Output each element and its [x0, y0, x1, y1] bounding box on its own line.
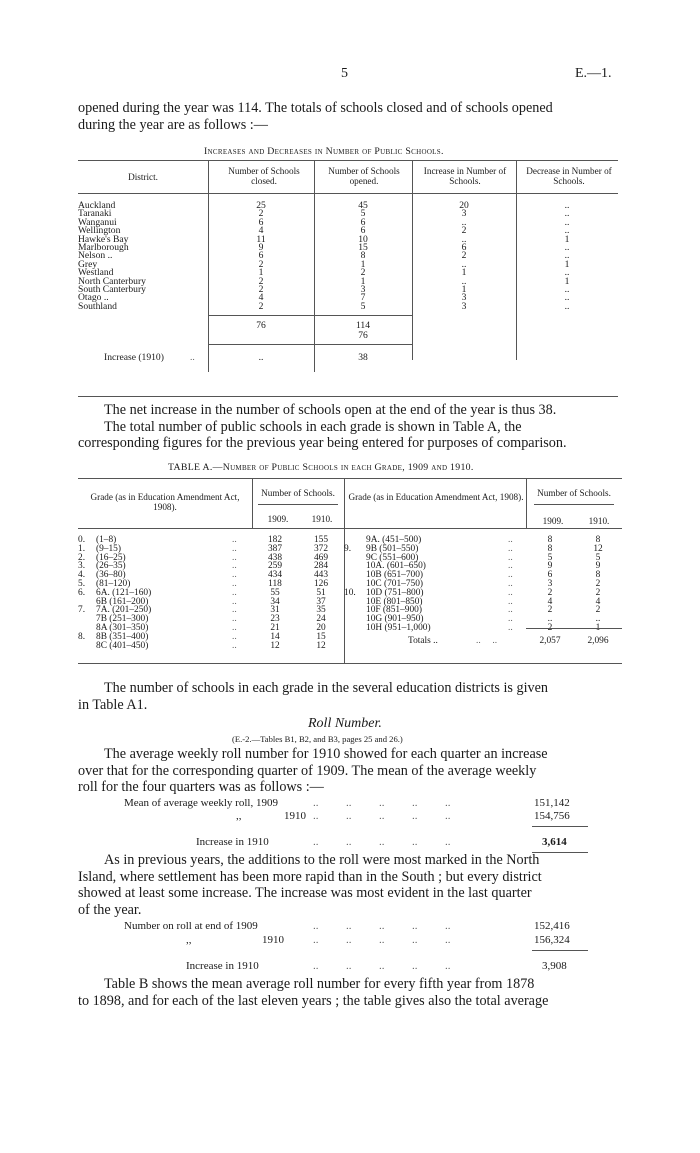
table1-header-closed: Number of Schools closed.: [228, 166, 300, 186]
decrease-cell: ..: [564, 300, 570, 312]
leader-dots: ..: [508, 535, 513, 545]
grade-range-cell: 10A. (601–650): [366, 561, 426, 572]
roll-end-increase-label: Increase in 1910: [186, 960, 259, 972]
count-1910-cell: 37: [316, 596, 326, 607]
roll-increase-label: Increase in 1910: [196, 836, 269, 848]
roll-end-1910-value: 156,324: [534, 934, 570, 946]
leader-dots: ..: [508, 596, 513, 607]
opened-cell: 5: [360, 300, 366, 312]
count-1909-cell: 118: [268, 578, 282, 589]
count-1909-cell: 3: [547, 578, 553, 589]
table-row: [78, 269, 618, 277]
increase-cell: ..: [461, 233, 467, 245]
tableA-right-grade-header: Grade (as in Education Amendment Act, 1908).: [348, 492, 524, 502]
net-increase-paragraph: [78, 402, 638, 452]
grade-line-2: in Table A1.: [78, 696, 148, 713]
grade-number-cell: [344, 606, 366, 615]
tableA-right-num-header: Number of Schools.: [537, 488, 611, 498]
count-1909-cell: 31: [270, 605, 280, 616]
count-1910-cell: ..: [595, 614, 601, 625]
count-1909-cell: 434: [267, 570, 283, 581]
grade-number-cell: 10.: [344, 587, 356, 598]
closed-cell: 25: [256, 200, 266, 211]
count-1909-cell: 438: [267, 552, 283, 563]
grade-number-cell: [344, 562, 366, 571]
tableB-line-1: Table B shows the mean average roll number for every fifth year from 1878: [104, 976, 535, 992]
increase-cell: 6: [461, 242, 467, 254]
table1-header-decrease: Decrease in Number of Schools.: [526, 166, 612, 186]
district-cell: Grey: [78, 258, 98, 270]
tableA-right-year-1909: 1909.: [542, 516, 564, 526]
leader-dots: ..: [508, 587, 513, 598]
count-1910-cell: 9: [595, 561, 601, 572]
roll-mean-1909-label: Mean of average weekly roll, 1909: [124, 797, 278, 809]
grade-number-cell: [78, 642, 96, 651]
decrease-cell: ..: [564, 242, 570, 254]
leader-dots: ..: [232, 614, 237, 625]
opened-cell: 8: [360, 250, 366, 262]
table-row: [78, 252, 618, 260]
grade-range-cell: 10F (851–900): [366, 605, 422, 616]
tableA-left-grade-header: Grade (as in Education Amendment Act, 1908).: [90, 492, 240, 512]
table-row: [78, 244, 618, 252]
roll-reference: (E.-2.—Tables B1, B2, and B3, pages 25 and 26.): [232, 734, 403, 744]
roll-end-1909-dots: .. .. .. .. ..: [313, 920, 451, 932]
grade-number-cell: [344, 598, 366, 607]
count-1910-cell: 8: [595, 570, 601, 581]
grade-number-cell: 2.: [78, 552, 86, 563]
count-1910-cell: 1: [595, 622, 601, 633]
count-1909-cell: 14: [270, 631, 280, 642]
closed-cell: 1: [258, 267, 264, 279]
table-row: [78, 210, 618, 218]
roll-heading: Roll Number.: [308, 716, 382, 731]
opened-cell: 5: [360, 208, 366, 220]
table1-header-opened: Number of Schools opened.: [328, 166, 400, 186]
document-code: E.—1.: [575, 66, 612, 81]
district-cell: Wanganui: [78, 216, 117, 228]
count-1910-cell: 469: [313, 552, 329, 563]
tableA-left-year-1909: 1909.: [267, 514, 289, 524]
grade-paragraph: [78, 680, 638, 713]
grade-range-cell: 8B (351–400): [96, 631, 149, 642]
district-cell: South Canterbury: [78, 284, 146, 296]
grade-range-cell: 10G (901–950): [366, 614, 424, 625]
prev-line-1: As in previous years, the additions to the roll were most marked in the North: [104, 852, 540, 868]
count-1909-cell: 55: [270, 587, 280, 598]
leader-dots: ..: [508, 605, 513, 616]
increase-cell: 3: [461, 300, 467, 312]
grade-number-cell: [344, 571, 366, 580]
tableA-total-1909: 2,057: [539, 636, 561, 646]
decrease-cell: ..: [564, 267, 570, 279]
roll-end-1909-value: 152,416: [534, 920, 570, 932]
count-1909-cell: 21: [270, 622, 280, 633]
opened-cell: 3: [360, 284, 366, 296]
increase-cell: 20: [459, 200, 469, 211]
count-1910-cell: 51: [316, 587, 326, 598]
table-row: [78, 202, 618, 210]
roll-increase-dots: .. .. .. .. ..: [313, 836, 451, 848]
count-1909-cell: 2: [547, 622, 553, 633]
leader-dots: ..: [508, 570, 513, 581]
table1-body: [78, 202, 618, 311]
grade-range-cell: 8A (301–350): [96, 622, 149, 633]
tableA-totals-label: Totals ..: [408, 636, 438, 646]
grade-line-1: The number of schools in each grade in the several education districts is given: [104, 680, 549, 696]
count-1909-cell: 2: [547, 587, 553, 598]
closed-cell: 2: [258, 275, 264, 287]
count-1910-cell: 8: [595, 535, 601, 545]
count-1910-cell: 20: [316, 622, 326, 633]
count-1909-cell: 9: [547, 561, 553, 572]
grade-range-cell: (36–80): [96, 570, 126, 581]
district-cell: Westland: [78, 267, 114, 279]
decrease-cell: ..: [564, 208, 570, 220]
table1-total-opened-less: 76: [358, 330, 368, 341]
count-1910-cell: 12: [316, 640, 326, 651]
count-1910-cell: 155: [313, 535, 329, 545]
net-line-1: The net increase in the number of schools open at the end of the year is thus 38.: [104, 402, 557, 418]
prev-line-3: showed at least some increase. The increase was most evident in the last quarter: [78, 885, 532, 902]
decrease-cell: 1: [564, 258, 570, 270]
count-1909-cell: 8: [547, 543, 553, 554]
increase-cell: 2: [461, 225, 467, 237]
table1-header-increase: Increase in Number of Schools.: [423, 166, 507, 186]
leader-dots: ..: [508, 622, 513, 633]
roll-end-1909-label: Number on roll at end of 1909: [124, 920, 258, 932]
closed-cell: 2: [258, 258, 264, 270]
table-row: [78, 303, 618, 311]
leader-dots: ..: [508, 561, 513, 572]
leader-dots: ..: [232, 622, 237, 633]
closed-cell: 2: [258, 300, 264, 312]
leader-dots: ..: [232, 535, 237, 545]
closed-cell: 2: [258, 208, 264, 220]
grade-range-cell: (26–35): [96, 561, 126, 572]
roll-mean-1910-dots: .. .. .. .. ..: [313, 810, 451, 822]
roll-line-1: The average weekly roll number for 1910 showed for each quarter an increase: [104, 746, 548, 762]
decrease-cell: ..: [564, 200, 570, 211]
count-1910-cell: 15: [316, 631, 326, 642]
tableB-line-2: to 1898, and for each of the last eleven years ; the table gives also the total average: [78, 992, 549, 1009]
roll-mean-ditto: ,,: [236, 810, 242, 822]
table-row: [78, 278, 618, 286]
closed-cell: 2: [258, 284, 264, 296]
table-row: [78, 227, 618, 235]
grade-number-cell: [344, 554, 366, 563]
leader-dots: ..: [232, 578, 237, 589]
tableA-totals-dots: .. ..: [476, 636, 498, 646]
prev-line-4: of the year.: [78, 901, 142, 918]
table-row: [78, 236, 618, 244]
decrease-cell: 1: [564, 233, 570, 245]
decrease-cell: 1: [564, 275, 570, 287]
opened-cell: 1: [360, 275, 366, 287]
grade-number-cell: 6.: [78, 587, 86, 598]
grade-range-cell: 10C (701–750): [366, 578, 424, 589]
page-number: 5: [341, 66, 348, 81]
table1-total-closed: 76: [256, 320, 266, 331]
roll-line-2: over that for the corresponding quarter of 1909. The mean of the average weekly: [78, 762, 537, 779]
grade-number-cell: 4.: [78, 570, 86, 581]
grade-range-cell: (1–8): [96, 535, 117, 545]
district-cell: North Canterbury: [78, 275, 146, 287]
opened-cell: 2: [360, 267, 366, 279]
grade-range-cell: 10D (751–800): [366, 587, 424, 598]
table-row: [78, 261, 618, 269]
count-1910-cell: 24: [316, 614, 326, 625]
increase-cell: 1: [461, 267, 467, 279]
grade-range-cell: 7A. (201–250): [96, 605, 152, 616]
count-1910-cell: 443: [313, 570, 329, 581]
count-1909-cell: 23: [270, 614, 280, 625]
count-1910-cell: 5: [595, 552, 601, 563]
grade-range-cell: 8C (401–450): [96, 640, 149, 651]
intro-line-1: opened during the year was 114. The totals of schools closed and of schools opened: [78, 100, 553, 116]
district-cell: Hawke's Bay: [78, 233, 129, 245]
roll-mean-1910-value: 154,756: [534, 810, 570, 822]
leader-dots: ..: [508, 543, 513, 554]
tableA-left-body: [78, 536, 344, 650]
leader-dots: ..: [232, 552, 237, 563]
leader-dots: ..: [508, 552, 513, 563]
grade-range-cell: 10H (951–1,000): [366, 622, 431, 633]
district-cell: Wellington: [78, 225, 121, 237]
district-cell: Marlborough: [78, 242, 129, 254]
grade-number-cell: 0.: [78, 535, 86, 545]
table-row: [78, 294, 618, 302]
grade-number-cell: 8.: [78, 631, 86, 642]
table1-increase-label: Increase (1910): [104, 352, 164, 363]
intro-paragraph: [78, 100, 638, 133]
grade-number-cell: 1.: [78, 543, 86, 554]
count-1910-cell: 35: [316, 605, 326, 616]
grade-number-cell: [344, 624, 366, 633]
leader-dots: ..: [232, 570, 237, 581]
closed-cell: 4: [258, 225, 264, 237]
grade-range-cell: 10E (801–850): [366, 596, 423, 607]
count-1909-cell: 5: [547, 552, 553, 563]
grade-range-cell: (81–120): [96, 578, 131, 589]
leader-dots: ..: [232, 561, 237, 572]
grade-range-cell: 6B (161–200): [96, 596, 149, 607]
increase-cell: ..: [461, 216, 467, 228]
closed-cell: 11: [256, 233, 266, 245]
increase-cell: 3: [461, 208, 467, 220]
roll-end-1910-dots: .. .. .. .. ..: [313, 934, 451, 946]
district-cell: Southland: [78, 300, 117, 312]
leader-dots: ..: [232, 605, 237, 616]
count-1909-cell: 8: [547, 535, 553, 545]
leader-dots: ..: [232, 587, 237, 598]
leader-dots: ..: [232, 596, 237, 607]
count-1910-cell: 284: [313, 561, 329, 572]
table-row: [78, 219, 618, 227]
grade-number-cell: [78, 615, 96, 624]
closed-cell: 6: [258, 250, 264, 262]
count-1910-cell: 12: [593, 543, 603, 554]
increase-cell: 1: [461, 284, 467, 296]
grade-range-cell: (16–25): [96, 552, 126, 563]
tableA-title: TABLE A.—Number of Public Schools in each Grade, 1909 and 1910.: [168, 462, 474, 473]
roll-end-ditto: ,,: [186, 934, 192, 946]
table1-total-opened: 114: [355, 320, 371, 331]
prev-line-2: Island, where settlement has been more rapid than in the South ; but every district: [78, 868, 542, 885]
count-1910-cell: 372: [313, 543, 329, 554]
previous-years-paragraph: [78, 852, 638, 918]
count-1910-cell: 4: [595, 596, 601, 607]
opened-cell: 1: [360, 258, 366, 270]
table1-increase-closed: ..: [258, 352, 264, 363]
tableA-left-num-header: Number of Schools.: [261, 488, 335, 498]
grade-range-cell: 6A. (121–160): [96, 587, 152, 598]
grade-number-cell: [344, 615, 366, 624]
grade-range-cell: 10B (651–700): [366, 570, 424, 581]
leader-dots: ..: [508, 614, 513, 625]
grade-number-cell: 5.: [78, 578, 86, 589]
tableA-total-1910: 2,096: [587, 636, 609, 646]
roll-mean-1909-dots: .. .. .. .. ..: [313, 797, 451, 809]
increase-cell: ..: [461, 275, 467, 287]
closed-cell: 6: [258, 216, 264, 228]
increase-cell: 2: [461, 250, 467, 262]
count-1909-cell: ..: [547, 614, 553, 625]
count-1909-cell: 12: [270, 640, 280, 651]
opened-cell: 6: [360, 216, 366, 228]
count-1909-cell: 6: [547, 570, 553, 581]
grade-range-cell: 9C (551–600): [366, 552, 419, 563]
count-1909-cell: 2: [547, 605, 553, 616]
table1-increase-value: 38: [358, 352, 368, 363]
roll-increase-value: 3,614: [542, 836, 567, 848]
leader-dots: ..: [232, 543, 237, 554]
count-1909-cell: 182: [267, 535, 283, 545]
tableA-right-year-1910: 1910.: [588, 516, 610, 526]
intro-line-2: during the year are as follows :—: [78, 116, 268, 133]
count-1910-cell: 126: [313, 578, 329, 589]
closed-cell: 9: [258, 242, 264, 254]
leader-dots: ..: [508, 578, 513, 589]
leader-dots: ..: [232, 640, 237, 651]
count-1910-cell: 2: [595, 587, 601, 598]
table1-title: Increases and Decreases in Number of Public Schools.: [204, 146, 444, 157]
count-1909-cell: 259: [267, 561, 283, 572]
count-1909-cell: 34: [270, 596, 280, 607]
count-1909-cell: 387: [267, 543, 283, 554]
decrease-cell: ..: [564, 284, 570, 296]
table1: [78, 160, 618, 400]
grade-number-cell: 3.: [78, 561, 86, 572]
decrease-cell: ..: [564, 250, 570, 262]
count-1910-cell: 2: [595, 578, 601, 589]
district-cell: Taranaki: [78, 208, 112, 220]
opened-cell: 7: [360, 292, 366, 304]
count-1909-cell: 4: [547, 596, 553, 607]
grade-range-cell: 9B (501–550): [366, 543, 419, 554]
district-cell: Nelson ..: [78, 250, 113, 262]
table1-increase-label-dots: ..: [190, 352, 195, 363]
decrease-cell: ..: [564, 216, 570, 228]
roll-end-increase-dots: .. .. .. .. ..: [313, 960, 451, 972]
grade-range-cell: (9–15): [96, 543, 121, 554]
opened-cell: 10: [358, 233, 368, 245]
grade-number-cell: 7.: [78, 605, 86, 616]
roll-paragraph: [78, 746, 638, 796]
district-cell: Auckland: [78, 200, 116, 211]
increase-cell: 3: [461, 292, 467, 304]
grade-range-cell: 7B (251–300): [96, 614, 149, 625]
table-row: [78, 642, 344, 651]
roll-mean-1910-label: 1910: [284, 810, 306, 822]
decrease-cell: ..: [564, 292, 570, 304]
opened-cell: 15: [358, 242, 368, 254]
roll-line-3: roll for the four quarters was as follows :—: [78, 779, 324, 796]
closed-cell: 4: [258, 292, 264, 304]
leader-dots: ..: [232, 631, 237, 642]
tableA: [78, 478, 622, 664]
increase-cell: ..: [461, 258, 467, 270]
opened-cell: 45: [358, 200, 368, 211]
table1-header-district: District.: [128, 172, 158, 182]
grade-number-cell: 9.: [344, 543, 352, 554]
table-row: [78, 286, 618, 294]
district-cell: Otago ..: [78, 292, 109, 304]
count-1910-cell: 2: [595, 605, 601, 616]
roll-mean-1909-value: 151,142: [534, 797, 570, 809]
net-line-2: The total number of public schools in each grade is shown in Table A, the: [104, 418, 522, 435]
tableA-right-body: [344, 536, 622, 633]
tableB-paragraph: [78, 976, 638, 1009]
opened-cell: 6: [360, 225, 366, 237]
tableA-left-year-1910: 1910.: [311, 514, 333, 524]
roll-end-1910-label: 1910: [262, 934, 284, 946]
grade-range-cell: 9A. (451–500): [366, 535, 422, 545]
roll-end-increase-value: 3,908: [542, 960, 567, 972]
net-line-3: corresponding figures for the previous year being entered for purposes of comparison.: [78, 435, 567, 452]
decrease-cell: ..: [564, 225, 570, 237]
